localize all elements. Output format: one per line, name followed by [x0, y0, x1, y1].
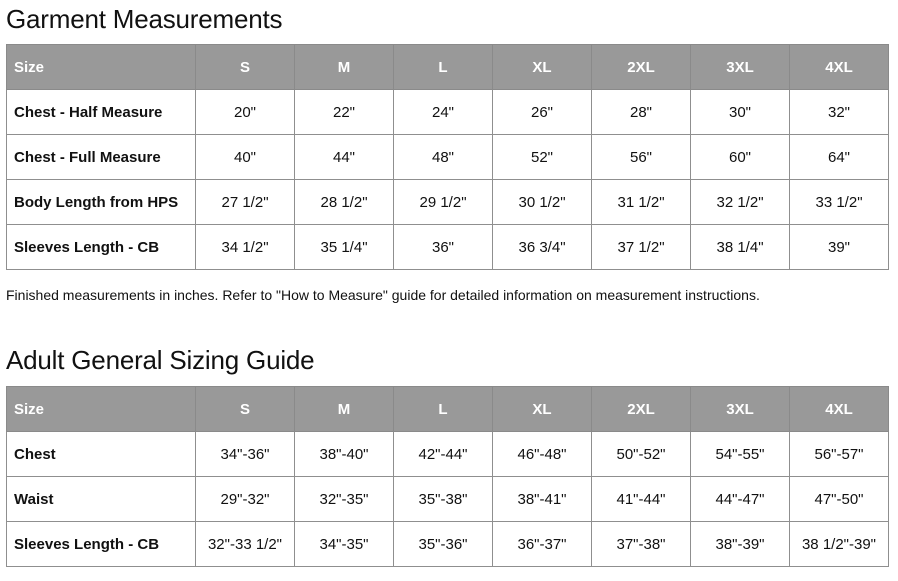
header-cell: 4XL	[790, 387, 889, 432]
table-cell: 38 1/4"	[691, 225, 790, 270]
table-cell: 38"-40"	[295, 432, 394, 477]
table-cell: 35"-36"	[394, 522, 493, 567]
table-cell: 38 1/2"-39"	[790, 522, 889, 567]
table-cell: 24"	[394, 90, 493, 135]
table-row	[7, 135, 889, 180]
table-cell: 44"-47"	[691, 477, 790, 522]
table-row	[7, 180, 889, 225]
table-cell: 30"	[691, 90, 790, 135]
table-cell: 34"-36"	[196, 432, 295, 477]
header-cell: XL	[493, 387, 592, 432]
table-cell: 64"	[790, 135, 889, 180]
table-cell: 44"	[295, 135, 394, 180]
header-cell: 3XL	[691, 45, 790, 90]
table-header-row	[7, 45, 889, 90]
header-cell-size: Size	[7, 387, 196, 432]
table-cell: 32"	[790, 90, 889, 135]
header-cell: 2XL	[592, 387, 691, 432]
table-cell: 38"-39"	[691, 522, 790, 567]
row-label: Sleeves Length - CB	[7, 522, 196, 567]
table-cell: 28 1/2"	[295, 180, 394, 225]
table-cell: 32"-33 1/2"	[196, 522, 295, 567]
adult-sizing-guide-title: Adult General Sizing Guide	[6, 345, 315, 375]
table-row	[7, 477, 889, 522]
garment-measurements-title: Garment Measurements	[6, 4, 283, 34]
table-cell: 54"-55"	[691, 432, 790, 477]
table-cell: 20"	[196, 90, 295, 135]
table-cell: 36"	[394, 225, 493, 270]
adult-sizing-table	[6, 386, 889, 567]
table-cell: 32 1/2"	[691, 180, 790, 225]
table-cell: 42"-44"	[394, 432, 493, 477]
header-cell: S	[196, 387, 295, 432]
table-cell: 36 3/4"	[493, 225, 592, 270]
table-cell: 26"	[493, 90, 592, 135]
row-label: Chest - Half Measure	[7, 90, 196, 135]
row-label: Sleeves Length - CB	[7, 225, 196, 270]
table-cell: 48"	[394, 135, 493, 180]
table-cell: 36"-37"	[493, 522, 592, 567]
table-cell: 27 1/2"	[196, 180, 295, 225]
table-row	[7, 522, 889, 567]
table-row	[7, 90, 889, 135]
table-cell: 29"-32"	[196, 477, 295, 522]
table-cell: 35"-38"	[394, 477, 493, 522]
header-cell: 3XL	[691, 387, 790, 432]
header-cell: 4XL	[790, 45, 889, 90]
table-cell: 30 1/2"	[493, 180, 592, 225]
table-cell: 22"	[295, 90, 394, 135]
table-cell: 60"	[691, 135, 790, 180]
header-cell: M	[295, 45, 394, 90]
table-cell: 29 1/2"	[394, 180, 493, 225]
table-cell: 32"-35"	[295, 477, 394, 522]
table-cell: 28"	[592, 90, 691, 135]
table-cell: 33 1/2"	[790, 180, 889, 225]
table-row	[7, 225, 889, 270]
table-cell: 39"	[790, 225, 889, 270]
header-cell: 2XL	[592, 45, 691, 90]
header-cell: L	[394, 387, 493, 432]
table-header-row	[7, 387, 889, 432]
table-cell: 34 1/2"	[196, 225, 295, 270]
table-cell: 34"-35"	[295, 522, 394, 567]
header-cell: L	[394, 45, 493, 90]
header-cell-size: Size	[7, 45, 196, 90]
table-cell: 35 1/4"	[295, 225, 394, 270]
table-cell: 46"-48"	[493, 432, 592, 477]
row-label: Body Length from HPS	[7, 180, 196, 225]
header-cell: M	[295, 387, 394, 432]
table-cell: 37 1/2"	[592, 225, 691, 270]
table-cell: 37"-38"	[592, 522, 691, 567]
header-cell: S	[196, 45, 295, 90]
table-cell: 47"-50"	[790, 477, 889, 522]
row-label: Chest	[7, 432, 196, 477]
table-cell: 56"	[592, 135, 691, 180]
row-label: Waist	[7, 477, 196, 522]
table-cell: 52"	[493, 135, 592, 180]
measurement-note: Finished measurements in inches. Refer to "How to Measure" guide for detailed information on measurement instructions.	[6, 287, 760, 303]
table-cell: 40"	[196, 135, 295, 180]
row-label: Chest - Full Measure	[7, 135, 196, 180]
table-row	[7, 432, 889, 477]
table-cell: 41"-44"	[592, 477, 691, 522]
table-cell: 31 1/2"	[592, 180, 691, 225]
table-cell: 38"-41"	[493, 477, 592, 522]
table-cell: 56"-57"	[790, 432, 889, 477]
table-cell: 50"-52"	[592, 432, 691, 477]
garment-measurements-table	[6, 44, 889, 270]
header-cell: XL	[493, 45, 592, 90]
